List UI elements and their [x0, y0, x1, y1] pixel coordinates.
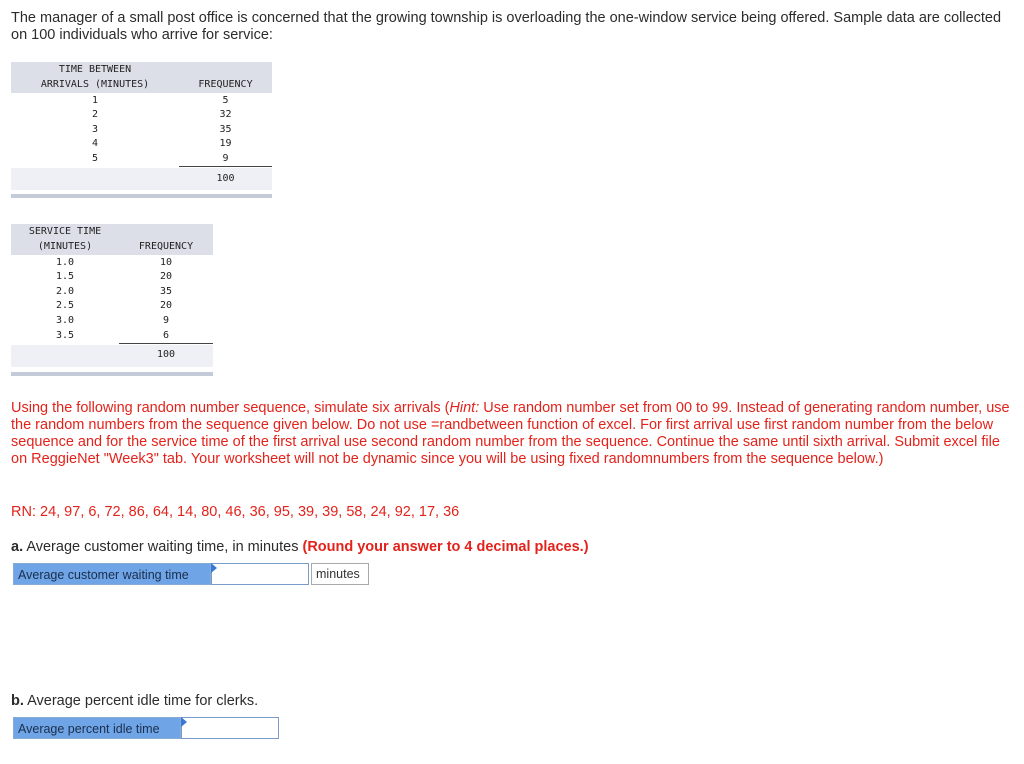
service-freq-cell: 6: [162, 330, 170, 341]
arrival-time-cell: 3: [91, 124, 99, 135]
hint-paragraph: [11, 400, 1011, 468]
arrivals-header-line2: ARRIVALS (MINUTES): [40, 79, 150, 90]
service-freq-cell: 10: [159, 257, 173, 268]
arrival-time-cell: 4: [91, 138, 99, 149]
table-row: [11, 151, 272, 166]
total-rule: [179, 166, 272, 167]
table-row: [11, 313, 213, 328]
answer-flag-icon: [211, 563, 217, 573]
answer-input-wrap-b: [181, 717, 279, 739]
answer-label-waiting-time: Average customer waiting time: [13, 563, 211, 585]
table-row: [11, 255, 213, 270]
table-total-row: [11, 171, 272, 186]
service-time-cell: 1.0: [55, 257, 75, 268]
arrivals-table-header: [11, 62, 272, 93]
service-time-cell: 1.5: [55, 271, 75, 282]
service-time-cell: 2.0: [55, 286, 75, 297]
arrivals-table: [11, 62, 272, 202]
arrival-freq-cell: 5: [222, 95, 229, 106]
service-time-cell: 3.0: [55, 315, 75, 326]
arrivals-header-line1: TIME BETWEEN: [58, 64, 132, 75]
service-table-header: [11, 224, 213, 255]
question-a-instruction: (Round your answer to 4 decimal places.): [302, 539, 589, 555]
question-a: [11, 539, 589, 555]
table-row: [11, 298, 213, 313]
service-header-line1: SERVICE TIME: [28, 226, 102, 237]
question-b-text: Average percent idle time for clerks.: [23, 693, 259, 709]
table-row: [11, 122, 272, 137]
arrival-freq-cell: 35: [219, 124, 232, 135]
service-freq-cell: 20: [159, 271, 173, 282]
arrivals-header-frequency: FREQUENCY: [198, 79, 253, 90]
service-header-frequency: FREQUENCY: [138, 241, 194, 252]
table-total-row: [11, 347, 213, 362]
table-row: [11, 93, 272, 108]
service-table: [11, 224, 213, 379]
service-time-cell: 2.5: [55, 300, 75, 311]
arrival-time-cell: 5: [91, 153, 99, 164]
waiting-time-input[interactable]: [211, 563, 309, 585]
total-rule: [119, 343, 213, 344]
table-bottom-bar: [11, 194, 272, 198]
idle-time-input[interactable]: [181, 717, 279, 739]
problem-intro: The manager of a small post office is concerned that the growing township is overloading the one-window service being offered. Sample data are collected on 100 individuals who arrive for service:: [11, 10, 1002, 43]
arrival-time-cell: 1: [91, 95, 99, 106]
service-freq-cell: 35: [159, 286, 173, 297]
answer-row-b: [13, 717, 279, 739]
service-total-cell: 100: [156, 349, 176, 360]
hint-word: Hint:: [449, 400, 480, 416]
answer-label-idle-time: Average percent idle time: [13, 717, 181, 739]
table-row: [11, 136, 272, 151]
arrival-freq-cell: 19: [219, 138, 232, 149]
answer-input-wrap-a: [211, 563, 309, 585]
hint-prefix: Using the following random number sequence, simulate six arrivals (: [11, 400, 450, 416]
arrival-total-cell: 100: [216, 173, 235, 184]
question-a-text: Average customer waiting time, in minutes: [23, 539, 303, 555]
table-row: [11, 269, 213, 284]
answer-row-a: [13, 563, 369, 585]
service-header-line2: (MINUTES): [37, 241, 93, 252]
unit-label-minutes: minutes: [311, 563, 369, 585]
service-freq-cell: 9: [162, 315, 170, 326]
table-bottom-bar: [11, 372, 213, 376]
random-number-sequence: RN: 24, 97, 6, 72, 86, 64, 14, 80, 46, 36, 95, 39, 39, 58, 24, 92, 17, 36: [11, 504, 460, 520]
service-freq-cell: 20: [159, 300, 173, 311]
question-b-letter: b.: [11, 693, 24, 709]
service-time-cell: 3.5: [55, 330, 75, 341]
arrival-freq-cell: 9: [222, 153, 229, 164]
answer-flag-icon: [181, 717, 187, 727]
hint-body: Use random number set from 00 to 99. Instead of generating random number, use the random numbers from the sequence given below. Do not use =randbetween function of excel. For first arrival use first random number from the below sequence and for the service time of the first arrival use second random number from the sequence. Continue the same until sixth arrival. Submit excel file on ReggieNet "Week3" tab. Your worksheet will not be dynamic since you will be using fixed randomnumbers from the sequence below.): [11, 400, 1010, 467]
table-row: [11, 107, 272, 122]
arrival-time-cell: 2: [91, 109, 99, 120]
table-row: [11, 328, 213, 343]
question-a-letter: a.: [11, 539, 24, 555]
arrival-freq-cell: 32: [219, 109, 232, 120]
table-row: [11, 284, 213, 299]
question-b: [11, 693, 258, 709]
